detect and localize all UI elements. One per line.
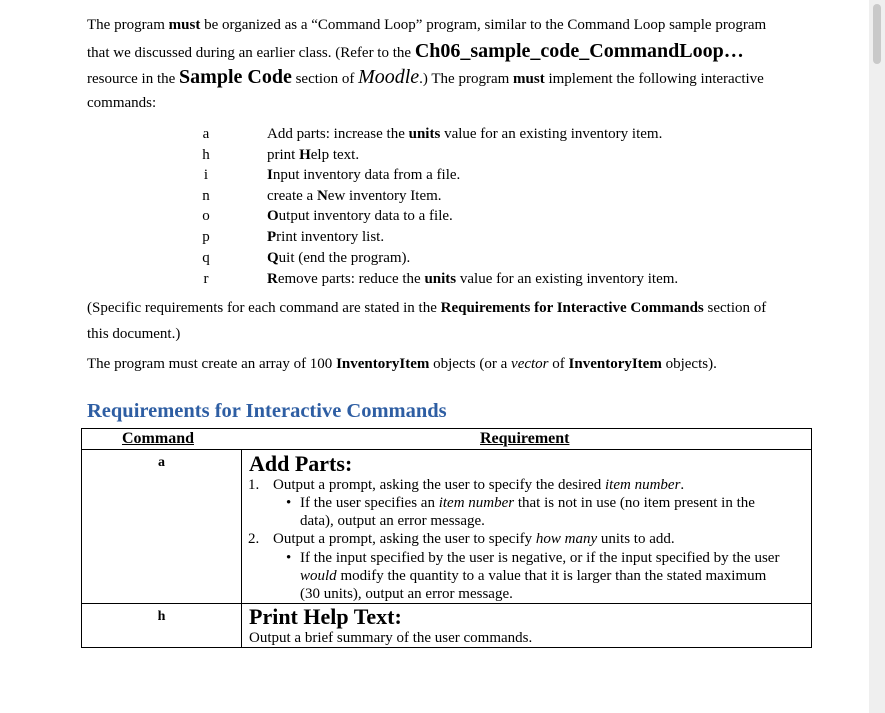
resource-name: Ch06_sample_code_CommandLoop… bbox=[414, 40, 744, 62]
command-description: print Help text. bbox=[267, 147, 360, 163]
intro-text: section of bbox=[291, 71, 359, 87]
array-note: The program must create an array of 100 InventoryItem objects (or a vector of InventoryItem objects). bbox=[87, 356, 717, 372]
intro-text: The program bbox=[87, 17, 169, 33]
command-key: h bbox=[202, 147, 210, 163]
requirement-detail: Output a brief summary of the user commands. bbox=[249, 630, 533, 646]
requirement-title: Add Parts: bbox=[249, 451, 353, 476]
command-description: Remove parts: reduce the units value for an existing inventory item. bbox=[267, 271, 679, 287]
row-divider bbox=[82, 603, 811, 604]
requirement-step: Output a prompt, asking the user to specify how many units to add. bbox=[273, 531, 675, 547]
class-name: InventoryItem bbox=[336, 356, 430, 372]
intro-text: be organized as a “Command Loop” program, similar to the Command Loop sample program bbox=[200, 17, 767, 33]
intro-emphasis: must bbox=[168, 17, 201, 33]
command-description: Print inventory list. bbox=[267, 229, 385, 245]
column-divider bbox=[241, 450, 242, 647]
bullet-icon: • bbox=[286, 495, 292, 511]
command-description: Add parts: increase the units value for an existing inventory item. bbox=[267, 126, 663, 142]
command-key: n bbox=[202, 188, 210, 204]
command-key: q bbox=[202, 250, 210, 266]
requirement-step: Output a prompt, asking the user to specify the desired item number. bbox=[273, 477, 685, 493]
table-row-command: h bbox=[157, 609, 166, 624]
command-key: i bbox=[203, 167, 209, 183]
requirement-detail: If the input specified by the user is negative, or if the input specified by the user bbox=[300, 550, 780, 566]
requirement-title: Print Help Text: bbox=[249, 604, 402, 629]
moodle-label: Moodle bbox=[358, 66, 420, 88]
spec-paragraph: (Specific requirements for each command are stated in the Requirements for Interactive Commands section of this document.) bbox=[87, 300, 767, 342]
requirement-detail: data), output an error message. bbox=[300, 513, 485, 529]
requirement-detail: If the user specifies an item number that is not in use (no item present in the bbox=[300, 495, 755, 511]
command-key: o bbox=[202, 208, 210, 224]
command-description: create a New inventory Item. bbox=[267, 188, 442, 204]
vertical-scrollbar[interactable] bbox=[869, 0, 885, 713]
intro-text: .) The program bbox=[419, 71, 514, 87]
requirement-detail: (30 units), output an error message. bbox=[300, 586, 513, 602]
command-description: Quit (end the program). bbox=[267, 250, 411, 266]
section-reference: Requirements for Interactive Commands bbox=[440, 300, 704, 316]
command-description: Input inventory data from a file. bbox=[267, 167, 461, 183]
class-name: InventoryItem bbox=[568, 356, 662, 372]
command-key: p bbox=[202, 229, 210, 245]
scrollbar-thumb[interactable] bbox=[873, 4, 881, 64]
intro-text: resource in the bbox=[87, 71, 180, 87]
requirements-table bbox=[81, 428, 812, 648]
bullet-icon: • bbox=[286, 550, 292, 566]
intro-emphasis: must bbox=[513, 71, 545, 87]
header-divider bbox=[82, 449, 811, 450]
intro-text: implement the following interactive bbox=[544, 71, 764, 87]
requirement-detail: would modify the quantity to a value that it is larger than the stated maximum bbox=[300, 568, 767, 584]
list-number: 1. bbox=[248, 477, 260, 493]
column-header-requirement: Requirement bbox=[480, 430, 570, 447]
sample-code-label: Sample Code bbox=[179, 66, 292, 88]
column-header-command: Command bbox=[122, 430, 195, 447]
command-key: a bbox=[202, 126, 210, 142]
command-key: r bbox=[203, 271, 209, 287]
list-number: 2. bbox=[248, 531, 260, 547]
table-row-command: a bbox=[158, 455, 165, 470]
section-heading: Requirements for Interactive Commands bbox=[87, 400, 447, 422]
intro-text: that we discussed during an earlier class. (Refer to the bbox=[87, 45, 415, 61]
intro-text: commands: bbox=[87, 95, 157, 111]
intro-paragraph bbox=[87, 12, 807, 116]
command-description: Output inventory data to a file. bbox=[267, 208, 453, 224]
